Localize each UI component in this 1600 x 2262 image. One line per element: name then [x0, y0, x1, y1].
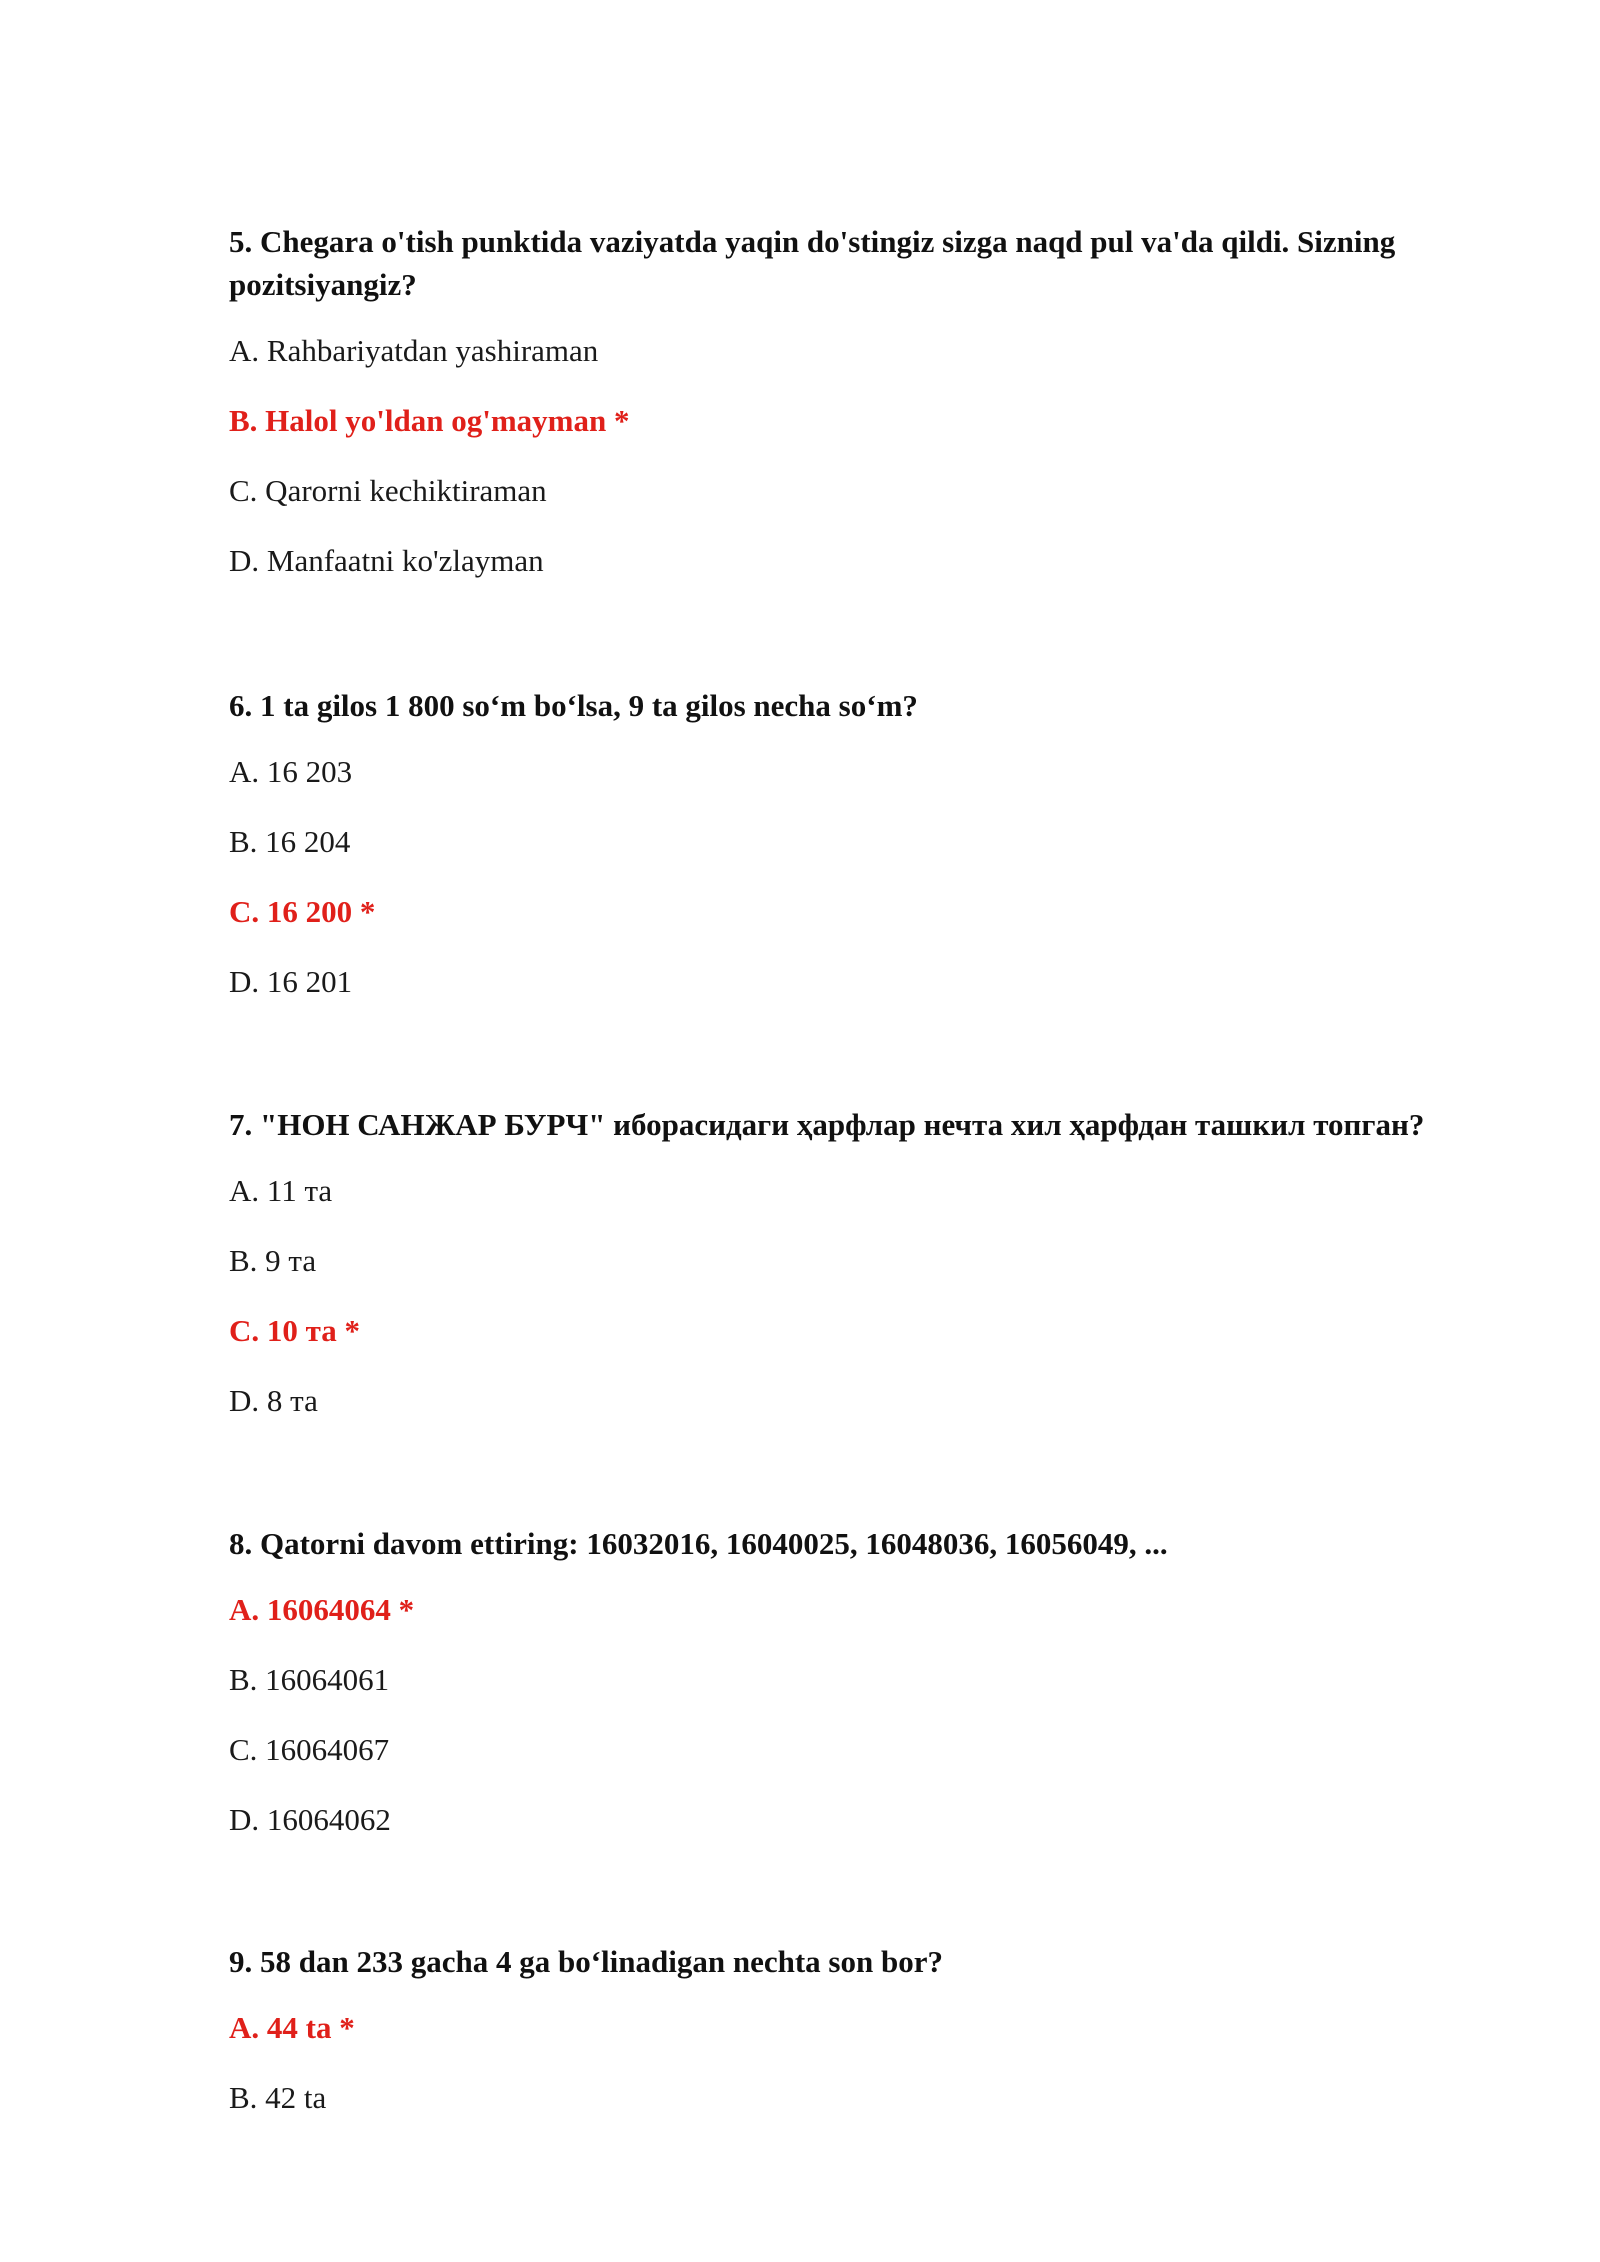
option-d: D. 8 та	[229, 1383, 318, 1418]
option-d: D. 16064062	[229, 1802, 391, 1837]
question-text: 5. Chegara o'tish punktida vaziyatda yaqin do'stingiz sizga naqd pul va'da qildi. Sizning pozitsiyangiz?	[229, 224, 1396, 302]
question-text: 7. "НОН САНЖАР БУРЧ" иборасидаги ҳарфлар нечта хил ҳарфдан ташкил топган?	[229, 1107, 1425, 1142]
option-d: D. 16 201	[229, 964, 353, 999]
question-text: 8. Qatorni davom ettiring: 16032016, 16040025, 16048036, 16056049, ...	[229, 1526, 1168, 1561]
option-d: D. Manfaatni ko'zlayman	[229, 543, 544, 578]
question-8	[229, 1522, 1529, 1838]
question-7	[229, 1103, 1529, 1419]
question-text: 6. 1 ta gilos 1 800 so‘m bo‘lsa, 9 ta gilos necha so‘m?	[229, 688, 918, 723]
option-b: B. 16 204	[229, 824, 351, 859]
option-b: B. 9 та	[229, 1243, 317, 1278]
option-c: C. 16064067	[229, 1732, 390, 1767]
option-a: A. 16 203	[229, 754, 353, 789]
option-b: B. 16064061	[229, 1662, 390, 1697]
option-c-correct: C. 16 200 *	[229, 894, 376, 929]
option-a: A. Rahbariyatdan yashiraman	[229, 333, 599, 368]
question-5	[229, 220, 1529, 579]
question-9	[229, 1940, 1529, 2116]
option-a-correct: A. 44 ta *	[229, 2010, 355, 2045]
option-b: B. 42 ta	[229, 2080, 327, 2115]
option-a-correct: A. 16064064 *	[229, 1592, 415, 1627]
option-b-correct: B. Halol yo'ldan og'mayman *	[229, 403, 630, 438]
question-6	[229, 684, 1529, 1000]
question-text: 9. 58 dan 233 gacha 4 ga bo‘linadigan nechta son bor?	[229, 1944, 943, 1979]
option-c: C. Qarorni kechiktiraman	[229, 473, 547, 508]
option-a: A. 11 та	[229, 1173, 333, 1208]
option-c-correct: C. 10 та *	[229, 1313, 360, 1348]
